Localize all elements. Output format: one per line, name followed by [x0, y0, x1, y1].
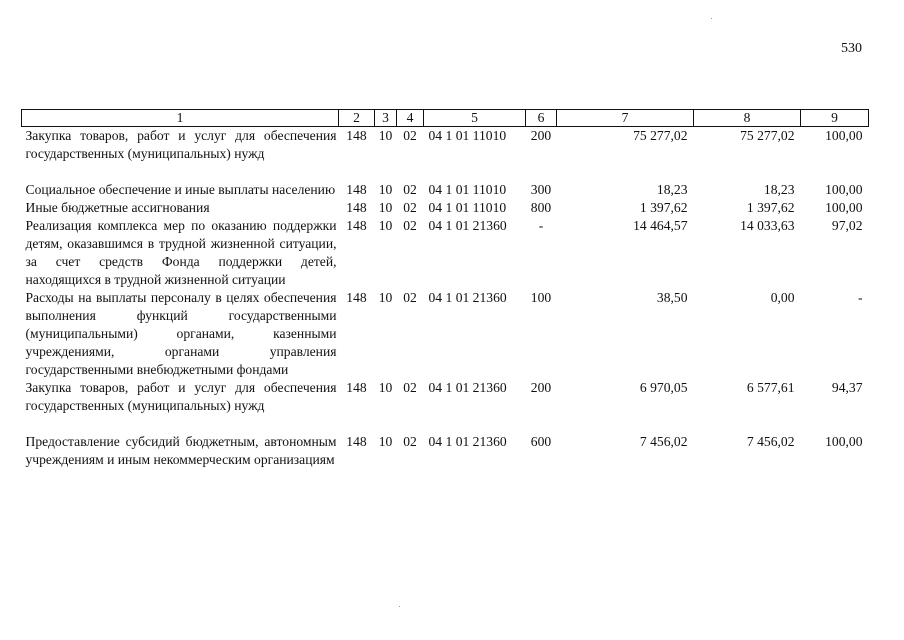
cell-col8: 75 277,02 — [740, 128, 795, 143]
column-header-3: 3 — [375, 110, 397, 127]
cell-col9: 94,37 — [831, 380, 863, 395]
cell-col2: 148 — [346, 380, 367, 395]
cell-col7: 38,50 — [656, 290, 688, 305]
cell-col3: 10 — [378, 218, 393, 233]
cell-col5: 04 1 01 11010 — [428, 182, 507, 197]
scan-speck — [399, 606, 400, 607]
column-header-8: 8 — [694, 110, 801, 127]
cell-col3: 10 — [378, 290, 393, 305]
cell-col8: 6 577,61 — [746, 380, 795, 395]
cell-col8: 14 033,63 — [740, 218, 795, 233]
table-row — [22, 217, 869, 289]
cell-col6: 600 — [530, 434, 552, 449]
cell-col6: 200 — [530, 128, 552, 143]
cell-col8: 18,23 — [763, 182, 795, 197]
cell-col6: 300 — [530, 182, 552, 197]
cell-col4: 02 — [403, 182, 417, 197]
table-row — [22, 379, 869, 433]
cell-col9: 100,00 — [825, 200, 863, 215]
cell-col2: 148 — [346, 290, 367, 305]
cell-col2: 148 — [346, 434, 367, 449]
cell-col3: 10 — [378, 434, 393, 449]
cell-col9: 100,00 — [825, 182, 863, 197]
column-header-5: 5 — [424, 110, 526, 127]
cell-col5: 04 1 01 11010 — [428, 128, 507, 143]
column-header-2: 2 — [339, 110, 375, 127]
cell-col4: 02 — [403, 200, 417, 215]
table-row — [22, 289, 869, 379]
cell-col8: 1 397,62 — [746, 200, 795, 215]
column-header-7: 7 — [557, 110, 694, 127]
cell-col6: 100 — [530, 290, 552, 305]
row-name: Закупка товаров, работ и услуг для обеспечения государственных (муниципальных) нужд — [25, 380, 337, 413]
cell-col9: - — [857, 290, 863, 305]
cell-col4: 02 — [403, 380, 417, 395]
cell-col9: 100,00 — [825, 128, 863, 143]
budget-table — [21, 109, 869, 469]
cell-col6: 200 — [530, 380, 552, 395]
table-row — [22, 127, 869, 182]
cell-col5: 04 1 01 21360 — [428, 290, 507, 305]
cell-col7: 18,23 — [656, 182, 688, 197]
column-header-1: 1 — [22, 110, 339, 127]
cell-col2: 148 — [346, 200, 367, 215]
cell-col8: 0,00 — [770, 290, 795, 305]
row-name: Закупка товаров, работ и услуг для обеспечения государственных (муниципальных) нужд — [25, 128, 337, 161]
cell-col2: 148 — [346, 182, 367, 197]
cell-col7: 1 397,62 — [639, 200, 688, 215]
cell-col3: 10 — [378, 200, 393, 215]
cell-col5: 04 1 01 21360 — [428, 218, 507, 233]
cell-col7: 14 464,57 — [633, 218, 688, 233]
cell-col3: 10 — [378, 128, 393, 143]
table-row — [22, 199, 869, 217]
cell-col6: 800 — [530, 200, 552, 215]
cell-col8: 7 456,02 — [746, 434, 795, 449]
cell-col9: 97,02 — [831, 218, 863, 233]
row-name: Иные бюджетные ассигнования — [25, 200, 210, 215]
cell-col3: 10 — [378, 380, 393, 395]
cell-col5: 04 1 01 11010 — [428, 200, 507, 215]
cell-col4: 02 — [403, 218, 417, 233]
row-name: Реализация комплекса мер по оказанию поддержки детям, оказавшимся в трудной жизненной ситуации, за счет средств Фонда поддержки детей, находящихся в трудной жизненной ситуации — [25, 218, 337, 287]
cell-col5: 04 1 01 21360 — [428, 434, 507, 449]
cell-col2: 148 — [346, 218, 367, 233]
page-number: 530 — [841, 41, 862, 56]
column-header-6: 6 — [526, 110, 557, 127]
row-name: Социальное обеспечение и иные выплаты населению — [25, 182, 336, 197]
cell-col4: 02 — [403, 290, 417, 305]
header-row — [22, 110, 869, 127]
cell-col7: 7 456,02 — [639, 434, 688, 449]
column-header-4: 4 — [397, 110, 424, 127]
cell-col4: 02 — [403, 434, 417, 449]
table-row — [22, 433, 869, 469]
row-name: Расходы на выплаты персоналу в целях обеспечения выполнения функций государственными (муниципальными) органами, казенными учреждениями, органами управления государственными внебюджетными фондами — [25, 290, 337, 377]
cell-col3: 10 — [378, 182, 393, 197]
cell-col2: 148 — [346, 128, 367, 143]
cell-col7: 6 970,05 — [639, 380, 688, 395]
column-header-9: 9 — [801, 110, 869, 127]
cell-col6: - — [538, 218, 544, 233]
scan-speck — [711, 18, 712, 19]
cell-col9: 100,00 — [825, 434, 863, 449]
cell-col7: 75 277,02 — [633, 128, 688, 143]
table-row — [22, 181, 869, 199]
row-name: Предоставление субсидий бюджетным, автономным учреждениям и иным некоммерческим организациям — [25, 434, 337, 467]
cell-col4: 02 — [403, 128, 417, 143]
cell-col5: 04 1 01 21360 — [428, 380, 507, 395]
